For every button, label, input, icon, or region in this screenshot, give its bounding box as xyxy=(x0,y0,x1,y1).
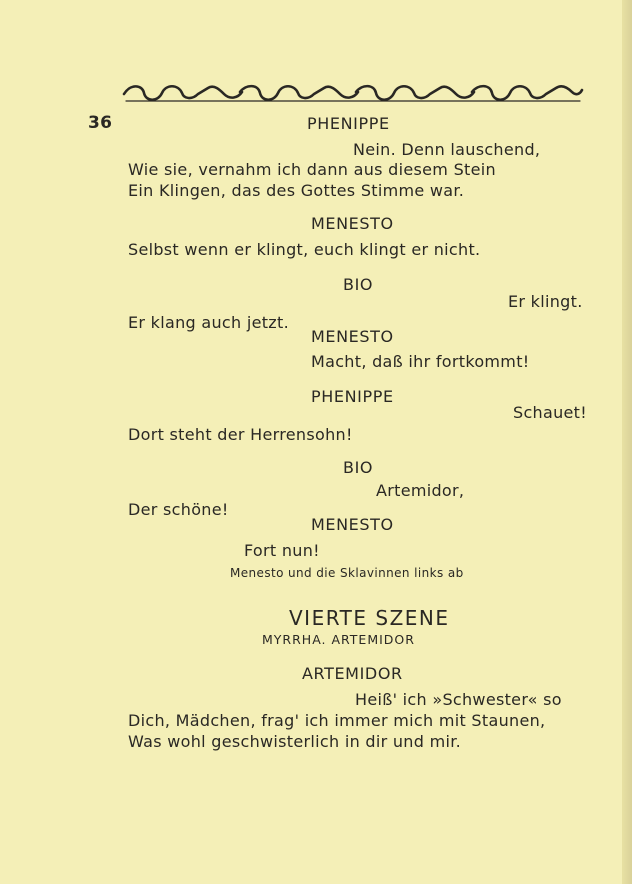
ornament-scroll xyxy=(472,86,582,100)
ornament-scroll xyxy=(240,86,358,100)
verse-line: Dort steht der Herrensohn! xyxy=(128,425,353,444)
speaker-name: MENESTO xyxy=(311,515,394,534)
stage-direction: Menesto und die Sklavinnen links ab xyxy=(230,566,464,580)
scene-title: VIERTE SZENE xyxy=(289,606,450,630)
ornament-scroll xyxy=(356,86,474,100)
verse-line: Heiß' ich »Schwester« so xyxy=(355,690,562,709)
verse-line: Schauet! xyxy=(513,403,587,422)
verse-line: Er klang auch jetzt. xyxy=(128,313,289,332)
page-edge-shadow xyxy=(622,0,632,884)
verse-line: Artemidor, xyxy=(376,481,465,500)
verse-line: Selbst wenn er klingt, euch klingt er nicht. xyxy=(128,240,481,259)
verse-line: Der schöne! xyxy=(128,500,229,519)
ornament-scroll xyxy=(124,86,242,100)
page-number: 36 xyxy=(88,113,113,133)
verse-line: Wie sie, vernahm ich dann aus diesem Stein xyxy=(128,160,496,179)
verse-line: Dich, Mädchen, frag' ich immer mich mit Staunen, xyxy=(128,711,546,730)
speaker-name: PHENIPPE xyxy=(307,114,390,133)
decorative-wave-border xyxy=(122,80,584,106)
speaker-name: ARTEMIDOR xyxy=(302,664,403,683)
speaker-name: BIO xyxy=(343,275,374,294)
scene-characters: MYRRHA. ARTEMIDOR xyxy=(262,632,415,647)
verse-line: Fort nun! xyxy=(244,541,320,560)
speaker-name: MENESTO xyxy=(311,214,394,233)
verse-line: Ein Klingen, das des Gottes Stimme war. xyxy=(128,181,465,200)
speaker-name: PHENIPPE xyxy=(311,387,394,406)
verse-line: Er klingt. xyxy=(508,292,583,311)
speaker-name: MENESTO xyxy=(311,327,394,346)
verse-line: Nein. Denn lauschend, xyxy=(353,140,541,159)
verse-line: Macht, daß ihr fortkommt! xyxy=(311,352,530,371)
speaker-name: BIO xyxy=(343,458,374,477)
verse-line: Was wohl geschwisterlich in dir und mir. xyxy=(128,732,462,751)
